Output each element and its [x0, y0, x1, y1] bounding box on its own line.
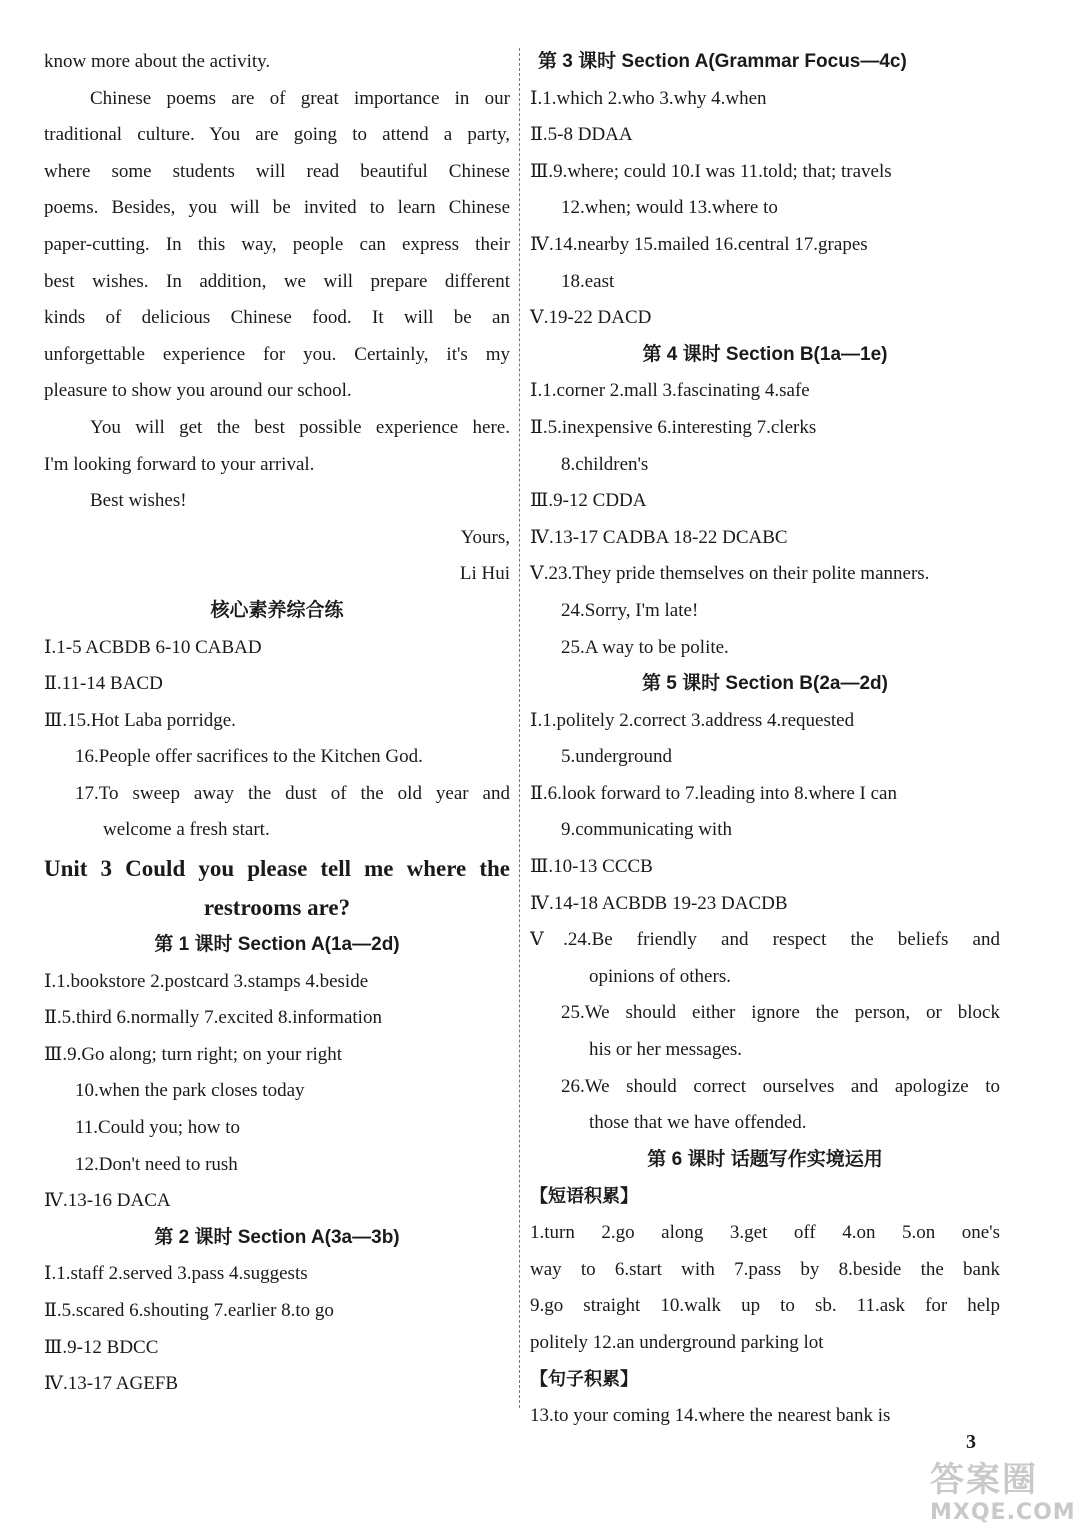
letter-signature: Li Hui — [459, 563, 510, 585]
answer-line: his or her messages. — [589, 1039, 743, 1061]
answer-line: 26.We should correct ourselves and apologize to — [561, 1075, 1000, 1097]
answer-line: 12.when; would 13.where to — [561, 197, 778, 219]
answer-line: Ⅲ.10-13 CCCB — [530, 856, 653, 878]
answer-line: 11.Could you; how to — [75, 1117, 241, 1139]
column-divider — [519, 48, 520, 1408]
answer-line: opinions of others. — [589, 965, 731, 987]
answer-line: 12.Don't need to rush — [75, 1153, 238, 1175]
answer-line: 25.A way to be polite. — [561, 636, 729, 658]
answer-line: 9.communicating with — [561, 819, 732, 841]
answer-line: Ⅴ.23.They pride themselves on their polite manners. — [530, 563, 930, 585]
answer-line: way to 6.start with 7.pass by 8.beside the bank — [530, 1258, 1000, 1280]
answer-line: Ⅳ.13-16 DACA — [44, 1190, 171, 1212]
answer-line: Ⅲ.9.Go along; turn right; on your right — [44, 1043, 343, 1065]
answer-line: Ⅱ.11-14 BACD — [44, 673, 163, 695]
answer-line: 16.People offer sacrifices to the Kitchen God. — [75, 746, 423, 768]
letter-line: unforgettable experience for you. Certainly, it's my — [44, 343, 510, 365]
letter-line: Chinese poems are of great importance in our — [90, 87, 510, 109]
answer-line: Ⅱ.5.third 6.normally 7.excited 8.information — [44, 1007, 382, 1029]
answer-line: welcome a fresh start. — [103, 819, 270, 841]
unit-title-continued: restrooms are? — [203, 895, 351, 921]
answer-line: 1.turn 2.go along 3.get off 4.on 5.on one's — [530, 1222, 1000, 1243]
letter-line: You will get the best possible experience here. — [90, 416, 510, 438]
letter-signoff: Yours, — [460, 526, 510, 548]
letter-line: traditional culture. You are going to attend a party, — [44, 124, 510, 146]
answer-line: Ⅴ.24.Be friendly and respect the beliefs and — [530, 929, 1000, 951]
answer-line: Ⅰ.1.staff 2.served 3.pass 4.suggests — [44, 1263, 308, 1285]
answer-line: 8.children's — [561, 453, 649, 475]
answer-line: Ⅴ.19-22 DACD — [530, 307, 652, 329]
lesson-title: 第 2 课时 Section A(3a—3b) — [154, 1226, 400, 1248]
answer-line: Ⅳ.13-17 CADBA 18-22 DCABC — [530, 526, 788, 548]
answer-line: Ⅰ.1-5 ACBDB 6-10 CABAD — [44, 636, 262, 658]
lesson-title: 第 5 课时 Section B(2a—2d) — [642, 673, 888, 695]
answer-line: Ⅲ.9-12 CDDA — [530, 490, 647, 512]
left-column — [44, 44, 510, 1403]
answer-line: those that we have offended. — [589, 1112, 807, 1134]
answer-line: Ⅰ.1.corner 2.mall 3.fascinating 4.safe — [530, 380, 810, 402]
letter-line: know more about the activity. — [44, 51, 271, 72]
answer-line: Ⅰ.1.bookstore 2.postcard 3.stamps 4.beside — [44, 970, 369, 992]
answer-line: Ⅲ.15.Hot Laba porridge. — [44, 709, 236, 731]
answer-line: 18.east — [561, 270, 615, 292]
answer-line: Ⅲ.9-12 BDCC — [44, 1336, 159, 1358]
letter-line: best wishes. In addition, we will prepare different — [44, 270, 510, 292]
answer-line: 24.Sorry, I'm late! — [561, 599, 699, 621]
answer-line: Ⅰ.1.which 2.who 3.why 4.when — [530, 87, 767, 109]
right-column — [530, 44, 1000, 1435]
sentences-heading: 【句子积累】 — [530, 1369, 638, 1390]
answer-line: 25.We should either ignore the person, or block — [561, 1002, 1000, 1024]
lesson-title: 第 6 课时 话题写作实境运用 — [647, 1148, 883, 1170]
answer-line: Ⅱ.5.scared 6.shouting 7.earlier 8.to go — [44, 1300, 334, 1321]
page-number: 3 — [966, 1431, 976, 1453]
answer-line: Ⅱ.5.inexpensive 6.interesting 7.clerks — [530, 416, 817, 438]
answer-line: 5.underground — [561, 746, 672, 768]
answer-line: Ⅱ.5-8 DDAA — [530, 124, 633, 146]
letter-line: kinds of delicious Chinese food. It will be an — [44, 307, 510, 329]
watermark-logo — [930, 1460, 1076, 1530]
answer-line: Ⅲ.9.where; could 10.I was 11.told; that; travels — [530, 160, 892, 182]
unit-title: Unit 3 Could you please tell me where the — [44, 856, 510, 882]
answer-line: Ⅱ.6.look forward to 7.leading into 8.where I can — [530, 782, 897, 804]
letter-line: where some students will read beautiful Chinese — [44, 160, 510, 182]
lesson-title: 第 3 课时 Section A(Grammar Focus—4c) — [538, 51, 907, 72]
answer-line: Ⅰ.1.politely 2.correct 3.address 4.requested — [530, 709, 855, 731]
answer-line: Ⅳ.13-17 AGEFB — [44, 1373, 179, 1395]
letter-line: I'm looking forward to your arrival. — [44, 453, 315, 475]
answer-line: 10.when the park closes today — [75, 1080, 305, 1102]
answer-line: Ⅳ.14-18 ACBDB 19-23 DACDB — [530, 892, 788, 914]
lesson-title: 第 1 课时 Section A(1a—2d) — [154, 934, 400, 956]
letter-line: paper-cutting. In this way, people can express their — [44, 233, 510, 255]
core-practice-title: 核心素养综合练 — [210, 599, 344, 621]
watermark-url: MXQE.COM — [930, 1500, 1076, 1525]
watermark-text: 答案圈 — [930, 1460, 1038, 1500]
letter-line: poems. Besides, you will be invited to learn Chinese — [44, 197, 510, 219]
letter-closing: Best wishes! — [90, 490, 187, 512]
answer-line: Ⅳ.14.nearby 15.mailed 16.central 17.grapes — [530, 233, 868, 255]
answer-line: 9.go straight 10.walk up to sb. 11.ask for help — [530, 1295, 1000, 1317]
answer-line: 13.to your coming 14.where the nearest bank is — [530, 1404, 891, 1426]
answer-line: politely 12.an underground parking lot — [530, 1331, 824, 1353]
phrases-heading: 【短语积累】 — [530, 1186, 638, 1207]
answer-line: 17.To sweep away the dust of the old year and — [75, 782, 510, 804]
letter-line: pleasure to show you around our school. — [44, 380, 352, 402]
lesson-title: 第 4 课时 Section B(1a—1e) — [642, 343, 888, 365]
